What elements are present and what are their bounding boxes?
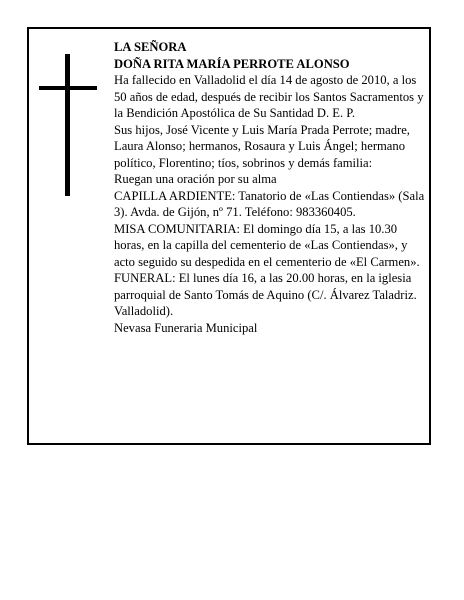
latin-cross-icon [65,54,70,196]
obituary-text-block [114,39,426,336]
chapel-info: CAPILLA ARDIENTE: Tanatorio de «Las Contiendas» (Sala 3). Avda. de Gijón, nº 71. Teléfono: 983360405. [114,188,425,219]
funeral-info: FUNERAL: El lunes día 16, a las 20.00 horas, en la iglesia parroquial de Santo Tomás de Aquino (C/. Álvarez Taladriz. Valladolid). [114,271,417,318]
mass-info: MISA COMUNITARIA: El domingo día 15, a las 10.30 horas, en la capilla del cementerio de «Las Contiendas», y acto seguido su despedida en el cementerio de «El Carmen». [114,221,420,269]
mourners-list: Sus hijos, José Vicente y Luis María Prada Perrote; madre, Laura Alonso; hermanos, Rosaura y Luis Ángel; hermano político, Florentino; tíos, sobrinos y demás familia: [114,122,410,170]
latin-cross-icon-crossbar [39,86,97,90]
notice-title: LA SEÑORA [114,40,187,54]
death-announcement: Ha fallecido en Valladolid el día 14 de agosto de 2010, a los 50 años de edad, después de recibir los Santos Sacramentos y la Bendición Apostólica de Su Santidad D. E. P. [114,73,424,120]
prayer-request: Ruegan una oración por su alma [114,172,277,186]
funeral-home: Nevasa Funeraria Municipal [114,320,258,335]
deceased-name: DOÑA RITA MARÍA PERROTE ALONSO [114,56,350,71]
